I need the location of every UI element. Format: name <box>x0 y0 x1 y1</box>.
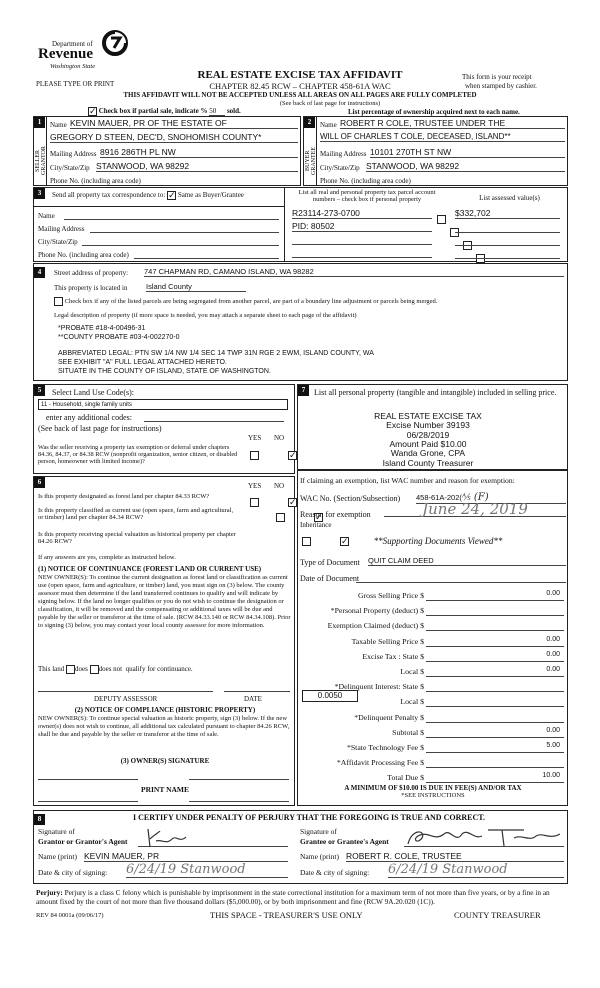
corr-name-field[interactable] <box>64 219 279 220</box>
does-checkbox[interactable] <box>66 665 75 674</box>
totals-value[interactable]: 10.00 <box>426 772 564 783</box>
historic-question: Is this property receiving special valuation as historical property per chapter 84.26 RCW? <box>38 531 236 546</box>
wac-number[interactable]: 458-61A-202(⅍ (F) <box>416 492 566 504</box>
land-use-code[interactable]: 11 - Household, single family units <box>38 399 288 410</box>
certification-section <box>33 810 568 884</box>
buyer-side-label: BUYER GRANTEE <box>305 147 317 175</box>
totals-value[interactable] <box>426 712 564 723</box>
buyer-city-label: City/State/Zip <box>320 164 360 172</box>
same-as-buyer-label: Same as Buyer/Grantee <box>177 191 244 200</box>
current-use-yes-checkbox[interactable] <box>276 513 285 522</box>
land-use-section <box>33 384 295 474</box>
totals-value[interactable] <box>426 757 564 768</box>
stamp-line-5: Wanda Grone, CPA <box>390 448 466 459</box>
grantee-signature <box>404 824 566 850</box>
grantor-sig-label: Signature of <box>38 827 75 836</box>
doc-type[interactable]: QUIT CLAIM DEED <box>368 556 566 566</box>
totals-row <box>300 681 566 694</box>
stamp-line-1: REAL ESTATE EXCISE TAX <box>374 411 482 421</box>
perjury-notice <box>36 888 566 907</box>
section-number: 8 <box>34 814 45 825</box>
see-instructions-note: *SEE INSTRUCTIONS <box>401 792 465 799</box>
totals-value[interactable]: 0.00 <box>426 727 564 738</box>
seller-side-label: SELLER GRANTOR <box>35 146 47 176</box>
receipt-note-2: when stamped by cashier. <box>465 82 537 90</box>
stamp-line-4: Amount Paid $10.00 <box>389 439 467 450</box>
certify-statement: I CERTIFY UNDER PENALTY OF PERJURY THAT THE FOREGOING IS TRUE AND CORRECT. <box>132 813 485 822</box>
totals-label: Total Due $ <box>387 773 424 783</box>
seller-mail-label: Mailing Address <box>50 150 97 158</box>
totals-label: Taxable Selling Price $ <box>351 636 424 646</box>
corr-city-label: City/State/Zip <box>38 238 78 246</box>
county-treasurer-label: COUNTY TREASURER <box>454 910 541 920</box>
buyer-name-1[interactable]: ROBERT R COLE, TRUSTEE UNDER THE <box>340 118 565 129</box>
section-number: 7 <box>298 385 309 396</box>
grantee-print-label: Name (print) <box>300 852 339 861</box>
forest-question: Is this property designated as forest land per chapter 84.33 RCW? <box>38 493 210 500</box>
grantor-print-name[interactable]: KEVIN MAUER, PR <box>84 851 288 862</box>
seller-phone-label: Phone No. (including area code) <box>50 177 141 185</box>
yes-header: YES <box>248 434 262 442</box>
totals-label: *Personal Property (deduct) $ <box>330 606 424 616</box>
grantee-sig-label: Signature of <box>300 827 337 836</box>
no-header: NO <box>274 482 285 490</box>
totals-row <box>300 742 566 755</box>
partial-sale-checkbox[interactable] <box>88 107 97 116</box>
exemption-yes-checkbox[interactable] <box>250 451 259 460</box>
legal-line-3: ABBREVIATED LEGAL: PTN SW 1/4 NW 1/4 SEC 14 TWP 31N RGE 2 EWM, ISLAND COUNTY, WA <box>58 350 374 357</box>
this-land-label: This land <box>38 665 65 674</box>
form-revision: REV 84 0001a (09/06/17) <box>36 912 104 919</box>
assessed-header: List assessed value(s) <box>479 194 540 202</box>
dor-logo-swirl <box>102 30 128 56</box>
parcel-3[interactable] <box>292 244 432 245</box>
form-warning: THIS AFFIDAVIT WILL NOT BE ACCEPTED UNLESS ALL AREAS ON ALL PAGES ARE FULLY COMPLETED <box>123 91 477 99</box>
located-label: This property is located in <box>54 284 128 292</box>
grantee-date-city[interactable]: 6/24/19 Stanwood <box>388 862 564 878</box>
buyer-name-label: Name <box>320 121 337 129</box>
if-yes-note: If any answers are yes, complete as instructed below. <box>38 554 176 561</box>
grantor-agent-label: Grantor or Grantor's Agent <box>38 837 128 846</box>
legal-line-2: **COUNTY PROBATE #03-4-002270-0 <box>58 334 180 341</box>
corr-mail-field[interactable] <box>90 232 279 233</box>
correspondence-section <box>33 187 568 262</box>
seller-name-2[interactable]: GREGORY D STEEN, DEC'D, SNOHOMISH COUNTY* <box>50 132 298 143</box>
grantee-date-label: Date & city of signing: <box>300 868 370 877</box>
treasurer-use-only: THIS SPACE - TREASURER'S USE ONLY <box>210 910 363 920</box>
receipt-note-1: This form is your receipt <box>462 73 532 81</box>
seller-mail[interactable]: 8916 286TH PL NW <box>100 147 298 158</box>
wac-label: WAC No. (Section/Subsection) <box>300 494 401 503</box>
property-section <box>33 263 568 381</box>
located-county[interactable]: Island County <box>146 282 246 292</box>
totals-label: Local $ <box>400 697 424 707</box>
compliance-title: (2) NOTICE OF COMPLIANCE (HISTORIC PROPERTY) <box>74 706 256 714</box>
minimum-note: A MINIMUM OF $10.00 IS DUE IN FEE(S) AND/OR TAX <box>344 784 522 792</box>
personal-property-label: List all personal property (tangible and intangible) included in selling price. <box>314 388 557 397</box>
treasurer-stamp <box>328 412 528 468</box>
yes-header: YES <box>248 482 262 490</box>
assessed-value-4[interactable] <box>455 258 560 259</box>
claim-exemption-label: If claiming an exemption, list WAC number and reason for exemption: <box>300 476 515 485</box>
owner-signature-title: (3) OWNER(S) SIGNATURE <box>120 757 210 765</box>
totals-label: *Delinquent Penalty $ <box>354 712 424 722</box>
corr-mail-label: Mailing Address <box>38 225 85 233</box>
see-back-note: (See back of last page for instructions) <box>279 100 381 107</box>
print-name-line-2[interactable] <box>189 801 289 802</box>
legal-line-4: SEE EXHIBIT "A" FULL LEGAL ATTACHED HERETO. <box>58 359 227 366</box>
personal-property-section <box>297 384 568 470</box>
supporting-docs-note: **Supporting Documents Viewed** <box>373 536 503 546</box>
this-land-row <box>38 665 193 674</box>
seller-section <box>33 116 301 186</box>
deputy-date-label: DATE <box>244 695 262 703</box>
assessed-value-1[interactable]: $332,702 <box>455 208 560 219</box>
send-label: Send all property tax correspondence to: <box>52 191 166 200</box>
seller-city[interactable]: STANWOOD, WA 98292 <box>96 161 298 172</box>
local-rate-box[interactable]: 0.0050 <box>302 690 358 702</box>
legal-line-1: *PROBATE #18-4-00496-31 <box>58 325 146 332</box>
additional-codes-field[interactable] <box>144 421 284 422</box>
perjury-label: Perjury: <box>36 888 63 897</box>
totals-row <box>300 727 566 740</box>
buyer-city[interactable]: STANWOOD, WA 98292 <box>366 161 565 172</box>
exemption-area <box>297 470 568 806</box>
buyer-name-2[interactable]: WILL OF CHARLES T COLE, DECEASED, ISLAND** <box>320 132 565 142</box>
form-title: REAL ESTATE EXCISE TAX AFFIDAVIT <box>197 69 403 81</box>
buyer-mail-label: Mailing Address <box>320 150 367 158</box>
section-number: 5 <box>34 385 45 396</box>
assessed-value-3[interactable] <box>455 245 560 246</box>
section-number: 1 <box>34 117 45 128</box>
grantor-signature <box>142 825 202 851</box>
buyer-mail[interactable]: 10101 270TH ST NW <box>370 147 565 158</box>
section-number: 6 <box>34 477 45 488</box>
totals-row <box>300 605 566 618</box>
section-number: 4 <box>34 267 45 278</box>
land-use-label: Select Land Use Code(s): <box>52 388 134 397</box>
dept-line2: Revenue <box>38 46 93 62</box>
section-number: 2 <box>304 117 315 128</box>
forest-no-checkbox[interactable] <box>288 498 297 507</box>
current-use-question: Is this property classified as current use (open space, farm and agricultural, or timber) land per chapter 84.34 RCW? <box>38 507 234 522</box>
same-as-buyer-checkbox[interactable] <box>167 191 176 200</box>
segregated-row <box>54 297 437 306</box>
street-label: Street address of property: <box>54 269 129 277</box>
additional-codes-label: enter any additional codes: <box>46 413 132 422</box>
partial-sale-label: Check box if partial sale, indicate % <box>98 107 208 116</box>
dor-logo <box>36 30 131 72</box>
deputy-label: DEPUTY ASSESSOR <box>94 695 158 703</box>
continuance-title: (1) NOTICE OF CONTINUANCE (FOREST LAND OR CURRENT USE) <box>38 565 262 573</box>
doc-date-field[interactable] <box>356 582 566 583</box>
type-or-print: PLEASE TYPE OR PRINT <box>36 80 115 88</box>
totals-value[interactable] <box>426 605 564 616</box>
section-number: 3 <box>34 188 45 199</box>
totals-label: *State Technology Fee $ <box>346 743 424 752</box>
send-correspondence-label <box>52 191 244 200</box>
totals-label: *Affidavit Processing Fee $ <box>336 758 424 768</box>
corr-phone-field[interactable] <box>134 258 279 259</box>
grantor-print-label: Name (print) <box>38 852 77 861</box>
legal-label: Legal description of property (if more space is needed, you may attach a separate sheet to each page of the affidavit) <box>54 312 357 319</box>
continuance-body: NEW OWNER(S): To continue the current designation as forest land or classification as current use (open space, farm and agriculture, or timber) land, you must sign on (3) below. The county assessor must then determine if the land transferred continues to qualify and will indicate by signing below. If the land no longer qualifies or you do not wish to continue the designation or classification, it will be removed and the compensating or additional taxes will be due and payable by the seller or transferor at the time of sale. (RCW 84.33.140 or RCW 84.34.108). Prior to signing (3) below, you may contact your local county assessor for more information. <box>38 574 291 629</box>
totals-label: Subtotal $ <box>392 727 424 737</box>
stamp-line-2: Excise Number 39193 <box>386 420 470 431</box>
does-not-label: does not <box>98 665 123 674</box>
dept-line1: Department of <box>52 40 93 48</box>
print-name-line-1[interactable] <box>38 801 138 802</box>
dept-line3: Washington State <box>50 63 96 70</box>
grantor-date-city[interactable]: 6/24/19 Stanwood <box>126 862 288 878</box>
qualify-label: qualify for continuance. <box>125 665 193 674</box>
totals-row <box>300 712 566 725</box>
totals-value[interactable]: 0.00 <box>426 651 564 662</box>
segregated-checkbox[interactable] <box>54 297 63 306</box>
totals-value[interactable]: 0.00 <box>426 636 564 647</box>
seller-name-1[interactable]: KEVIN MAUER, PR OF THE ESTATE OF <box>70 118 298 129</box>
form-subtitle: CHAPTER 82.45 RCW – CHAPTER 458-61A WAC <box>209 81 391 91</box>
totals-row <box>300 696 566 709</box>
grantee-print-name[interactable]: ROBERT R. COLE, TRUSTEE <box>346 851 564 862</box>
totals-value[interactable] <box>426 681 564 692</box>
totals-row <box>300 590 566 603</box>
parcels-header: List all real and personal property tax parcel account numbers – check box if personal property <box>298 189 436 204</box>
buyer-section <box>303 116 568 186</box>
reason-label: Reason for exemption <box>300 510 371 519</box>
corr-city-field[interactable] <box>82 245 279 246</box>
stamp-line-3: 06/28/2019 <box>406 429 450 440</box>
doc-type-label: Type of Document <box>300 558 360 567</box>
forest-yes-checkbox[interactable] <box>250 498 259 507</box>
totals-value[interactable] <box>426 620 564 631</box>
stamp-line-6: Island County Treasurer <box>382 457 474 468</box>
wac-typed: 458-61A-202( <box>416 493 462 502</box>
deputy-signature-line[interactable] <box>38 691 213 692</box>
owner-signature-line-1[interactable] <box>38 779 138 780</box>
parcel-2[interactable]: PID: 80502 <box>292 221 432 232</box>
segregated-label: Check box if any of the listed parcels are being segregated from another parcel, are part of a boundary line adjustment or parcels being merged. <box>64 297 438 305</box>
totals-value[interactable]: 0.00 <box>426 590 564 601</box>
totals-row <box>300 651 566 664</box>
parcel-4[interactable] <box>292 257 432 258</box>
totals-value[interactable]: 5.00 <box>426 742 564 753</box>
perjury-text: Perjury is a class C felony which is punishable by imprisonment in the state correctional institution for a maximum term of not more than five years, or by a fine in an amount fixed by the court of not more than five thousand dollars ($5,000.00), or by both imprisonment and fine (RCW 9A.20.020 (1C)). <box>36 888 550 907</box>
reason-value: Inheritance <box>300 521 332 529</box>
totals-label: Exemption Claimed (deduct) $ <box>327 621 424 631</box>
totals-row <box>300 666 566 679</box>
partial-sold: sold. <box>226 107 241 116</box>
totals-row <box>300 757 566 770</box>
exemption-question: Was the seller receiving a property tax exemption or deferral under chapters 84.36, 84.37, or 84.38 RCW (nonprofit organization, senior citizen, or disabled person, homeowner with limited income)? <box>38 444 238 466</box>
seller-name-label: Name <box>50 121 67 129</box>
compliance-body: NEW OWNER(S): To continue special valuation as historic property, sign (3) below. If the new owner(s) does not wish to continue, all additional tax calculated pursuant to chapter 84.26 RCW, shall be due and payable by the seller or transferor at the time of sale. <box>38 715 290 738</box>
ownership-note: List percentage of ownership acquired next to each name. <box>348 108 520 116</box>
grantee-agent-label: Grantee or Grantee's Agent <box>300 837 389 846</box>
personal-property-checkbox-1[interactable] <box>437 215 446 224</box>
totals-label: Local $ <box>400 667 424 676</box>
totals-value[interactable]: 0.00 <box>426 666 564 677</box>
totals-value[interactable] <box>426 696 564 707</box>
corr-name-label: Name <box>38 212 55 220</box>
print-name-label: PRINT NAME <box>141 785 189 794</box>
handwritten-date: June 24, 2019 <box>422 500 528 518</box>
parcel-1[interactable]: R23114-273-0700 <box>292 208 432 219</box>
buyer-phone-label: Phone No. (including area code) <box>320 177 411 185</box>
does-not-checkbox[interactable] <box>90 665 99 674</box>
exemption-no-checkbox[interactable] <box>288 451 297 460</box>
partial-pct[interactable]: 50 <box>209 107 225 116</box>
totals-row <box>300 620 566 633</box>
legal-line-5: SITUATE IN THE COUNTY OF ISLAND, STATE OF WASHINGTON. <box>58 368 271 375</box>
grantor-date-label: Date & city of signing: <box>38 868 108 877</box>
totals-row <box>300 636 566 649</box>
doc-date-label: Date of Document <box>300 574 360 583</box>
totals-label: Excise Tax : State $ <box>362 651 424 661</box>
seller-city-label: City/State/Zip <box>50 164 90 172</box>
land-use-see-back: (See back of last page for instructions) <box>38 424 162 433</box>
no-header: NO <box>274 434 285 442</box>
totals-label: Gross Selling Price $ <box>357 591 424 600</box>
assessed-value-2[interactable] <box>455 232 560 233</box>
street-address[interactable]: 747 CHAPMAN RD, CAMANO ISLAND, WA 98282 <box>144 267 564 277</box>
corr-phone-label: Phone No. (including area code) <box>38 251 129 259</box>
partial-sale-row <box>88 107 241 116</box>
totals-label: *Delinquent Interest: State $ <box>334 682 424 692</box>
does-label: does <box>75 665 88 674</box>
